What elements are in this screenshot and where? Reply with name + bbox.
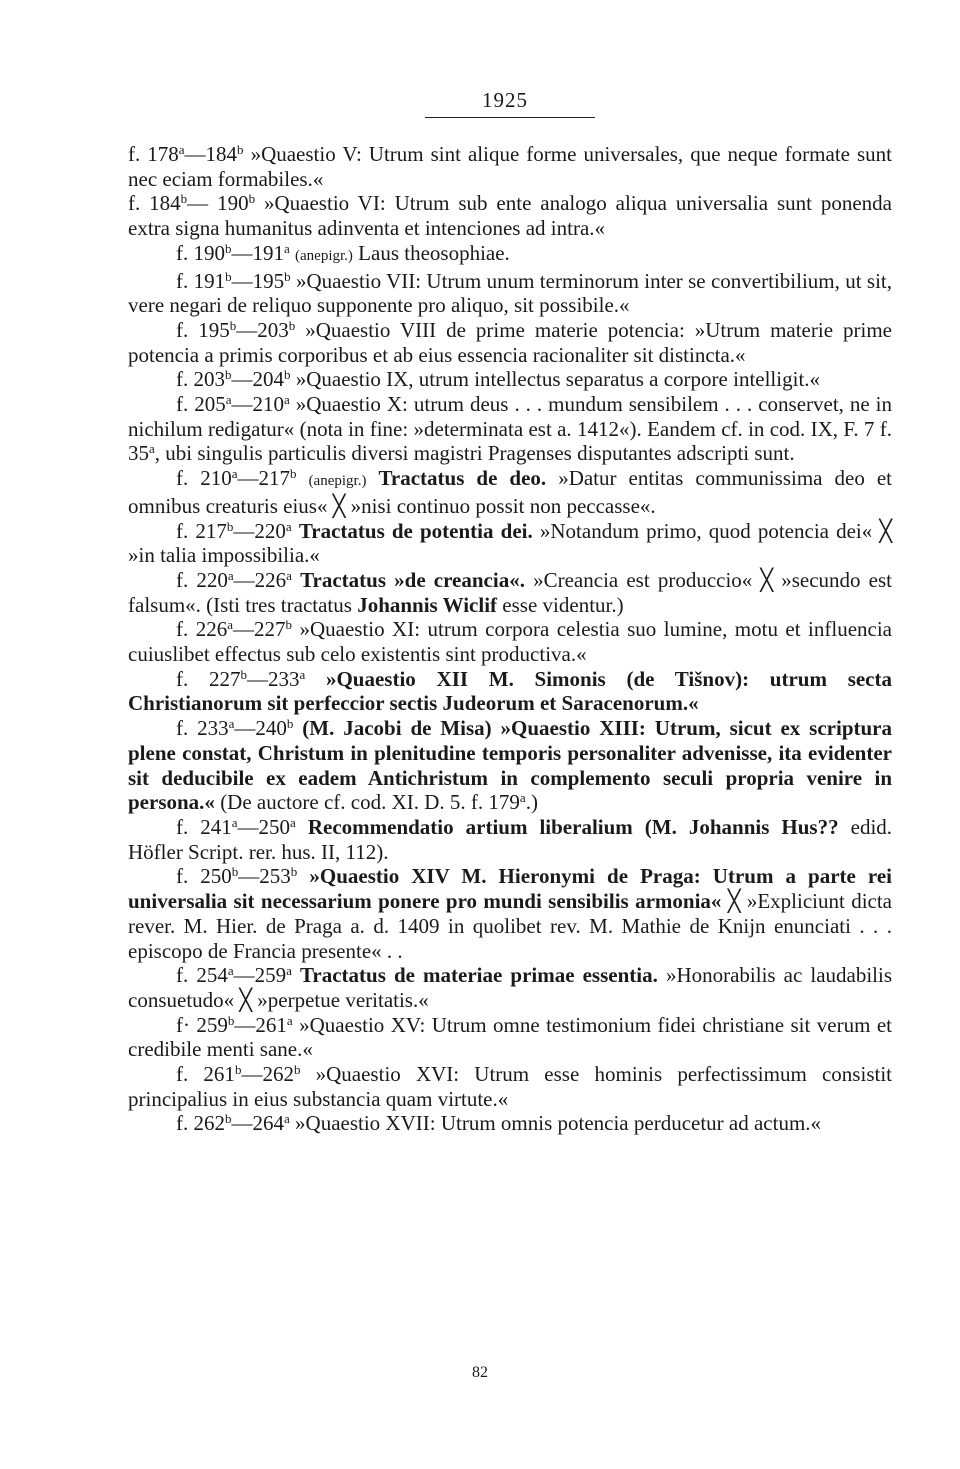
- folio-ref: —203: [236, 317, 289, 342]
- anepigr-note: (anepigr.): [295, 247, 353, 264]
- folio-side: b: [240, 666, 247, 682]
- folio-side: b: [231, 864, 239, 880]
- entry-text: »Quaestio V: Utrum sint alique forme universales, que neque formate sunt nec eciam formabiles.«: [128, 142, 892, 191]
- entry-text: , ubi singulis particulis diversi magistri Pragenses disputantes adscripti sunt.: [154, 441, 795, 466]
- entry-f217: [128, 519, 892, 568]
- folio-side: a: [149, 441, 155, 457]
- entry-text: .): [525, 790, 538, 815]
- entry-text: »Quaestio IX, utrum intellectus separatus a corpore intelligit.«: [295, 367, 821, 392]
- author-name: Johannis Wiclif: [357, 592, 498, 617]
- entry-f262: [128, 1111, 892, 1136]
- folio-side: a: [231, 814, 238, 830]
- entry-text: »Quaestio VIII de prime materie potencia: »Utrum materie prime potencia a primis corporibus et ab eius essencia racionaliter sit distincta.«: [128, 317, 892, 367]
- entry-text: »Quaestio XV: Utrum omne testimonium fidei christiane sit verum et credibile menti sane.«: [128, 1012, 892, 1062]
- page-number: 82: [472, 1364, 488, 1381]
- entry-f226: [128, 617, 892, 666]
- entry-text: esse videntur.): [502, 592, 624, 617]
- folio-side: b: [290, 466, 297, 481]
- page-header-year: 1925: [482, 88, 528, 112]
- entry-text: »Quaestio VI: Utrum sub ente analogo aliqua universalia sunt ponenda extra signa humanitus adinventa et intenciones ad intra.«: [128, 191, 893, 241]
- folio-ref: f. 241: [176, 814, 232, 839]
- entry-f250: [128, 864, 892, 963]
- folio-ref: —233: [246, 666, 300, 691]
- folio-ref: f· 259: [176, 1012, 228, 1037]
- folio-ref: f. 203: [176, 367, 225, 392]
- folio-side: a: [290, 814, 296, 830]
- folio-ref: —191: [231, 240, 284, 265]
- folio-side: a: [228, 716, 235, 732]
- entry-text: »Quaestio X: utrum deus . . . mundum sensibilem . . . conservet, ne in nichilum redigatur« (nota in fine: »determinata est a. 1412«). Eandem cf. in cod. IX, F. 7 f. 35: [128, 392, 893, 466]
- entry-text: (M. Jacobi de Misa) »Quaestio XIII: Utrum, sicut ex scriptura plene constat, Christum in plenitudine temporis personaliter advenisse, ita evidenter sit deducibile ex eadem Antichristum in complemento seculi propria venire in persona.«: [128, 716, 892, 815]
- folio-side: b: [293, 1061, 301, 1077]
- folio-side: b: [248, 191, 256, 207]
- folio-ref: f. 195: [176, 317, 230, 342]
- entry-f205: [128, 392, 892, 466]
- folio-side: b: [286, 716, 294, 732]
- entry-text: Laus theosophiae.: [358, 240, 510, 265]
- folio-ref: f. 226: [176, 617, 228, 642]
- entry-text: »Quaestio XII M. Simonis (de Tišnov): utrum secta Christianorum sit perfeccior sectis Judeorum et Saracenorum.«: [128, 666, 892, 716]
- folio-side: b: [290, 864, 298, 880]
- folio-side: a: [284, 240, 290, 256]
- entry-text: (De auctore cf. cod. XI. D. 5. f. 179: [220, 790, 520, 815]
- entry-text: »Quaestio XIV M. Hieronymi de Praga: Utrum a parte rei universalia sit necessarium ponere pro mundi sensibilis armonia«: [128, 864, 893, 914]
- entry-text: »Quaestio XI: utrum corpora celestia suo lumine, motu et influencia cuiuslibet effectus sub celo existentis sint productiva.«: [128, 617, 893, 667]
- folio-side: b: [229, 317, 237, 333]
- treatise-title: Recommendatio artium liberalium (M. Johannis Hus??: [307, 814, 839, 839]
- folio-side: a: [519, 790, 526, 806]
- entry-text: »Honorabilis ac laudabilis consuetudo« ╳ »perpetue veritatis.«: [128, 963, 893, 1012]
- entry-f261: [128, 1062, 892, 1111]
- folio-side: a: [284, 1111, 290, 1127]
- folio-ref: f. 227: [176, 666, 241, 691]
- treatise-title: Tractatus de deo.: [378, 466, 547, 491]
- folio-side: a: [227, 963, 234, 979]
- entry-f241: [128, 815, 892, 864]
- manuscript-entries: [128, 142, 892, 1136]
- folio-ref: —253: [238, 864, 291, 889]
- folio-side: b: [226, 518, 234, 534]
- entry-text: ╳ »Expliciunt dicta rever. M. Hier. de Praga a. d. 1409 in quolibet rev. M. Mathie de Knijn enunciati . . . episcopo de Francia presente« . .: [128, 889, 893, 963]
- folio-ref: f. 262: [176, 1111, 225, 1136]
- folio-side: b: [225, 1111, 232, 1127]
- folio-ref: —240: [234, 716, 287, 741]
- entry-f233: [128, 716, 892, 815]
- entry-f210: [128, 466, 892, 518]
- entry-text: »Notandum primo, quod potencia dei« ╳ »in talia impossibilia.«: [128, 518, 893, 568]
- folio-side: b: [288, 317, 296, 333]
- entry-f227: [128, 667, 892, 716]
- folio-ref: —250: [237, 814, 291, 839]
- entry-f203: [128, 367, 892, 392]
- entry-text: »Datur entitas communissima deo et omnibus creaturis eius« ╳ »nisi continuo possit non peccasse«.: [128, 466, 892, 518]
- folio-side: a: [286, 567, 292, 583]
- folio-ref: f. 220: [176, 567, 228, 592]
- folio-ref: —259: [233, 963, 287, 988]
- folio-side: b: [180, 191, 188, 207]
- folio-ref: —184: [184, 142, 238, 166]
- entry-text: »Quaestio VII: Utrum unum terminorum inter se convertibilium, ut sit, vere negari de reliquo supponente pro aliquo, sit possibile.«: [128, 268, 893, 318]
- folio-ref: f. 184: [128, 191, 181, 216]
- folio-side: b: [227, 1012, 235, 1028]
- folio-side: b: [225, 240, 232, 256]
- folio-ref: —227: [232, 617, 286, 642]
- folio-ref: f. 205: [176, 392, 226, 417]
- folio-ref: f. 190: [176, 240, 225, 265]
- entry-f220: [128, 568, 892, 617]
- entry-f190: [128, 241, 892, 269]
- folio-ref: —204: [231, 367, 284, 392]
- folio-side: a: [225, 391, 232, 407]
- folio-ref: —262: [241, 1062, 294, 1087]
- folio-ref: —195: [231, 268, 285, 293]
- folio-ref: f. 178: [128, 142, 179, 166]
- entry-text: »Quaestio XVI: Utrum esse hominis perfectissimum consistit principalius in eius substancia quam virtute.«: [128, 1062, 892, 1111]
- folio-side: a: [299, 666, 306, 682]
- folio-ref: —217: [237, 466, 291, 491]
- entry-f184: [128, 191, 892, 240]
- entry-text: »Quaestio XVII: Utrum omnis potencia perducetur ad actum.«: [295, 1111, 822, 1136]
- entry-f254: [128, 963, 892, 1012]
- folio-ref: —264: [231, 1111, 284, 1136]
- folio-side: a: [178, 141, 185, 157]
- folio-ref: f. 233: [176, 716, 229, 741]
- entry-f195: [128, 318, 892, 367]
- folio-ref: —226: [233, 567, 287, 592]
- folio-side: a: [284, 391, 290, 407]
- treatise-title: Tractatus de materiae primae essentia.: [299, 963, 658, 988]
- folio-ref: f. 210: [176, 466, 232, 491]
- folio-ref: —220: [233, 518, 286, 543]
- folio-ref: f. 254: [176, 963, 228, 988]
- folio-side: b: [237, 141, 244, 157]
- folio-ref: f. 261: [176, 1062, 235, 1087]
- folio-side: a: [286, 963, 292, 979]
- entry-f259: [128, 1013, 892, 1062]
- folio-ref: —210: [231, 392, 284, 417]
- treatise-title: Tractatus de potentia dei.: [298, 518, 533, 543]
- folio-side: a: [227, 567, 234, 583]
- folio-ref: f. 250: [176, 864, 232, 889]
- folio-ref: f. 191: [176, 268, 226, 293]
- folio-side: b: [284, 268, 291, 284]
- folio-side: b: [225, 367, 232, 383]
- anepigr-note: (anepigr.): [308, 473, 367, 490]
- folio-side: a: [286, 1012, 293, 1028]
- folio-ref: f. 217: [176, 518, 227, 543]
- folio-side: a: [285, 518, 292, 534]
- folio-side: a: [231, 466, 238, 481]
- folio-side: b: [234, 1061, 242, 1077]
- folio-ref: — 190: [187, 191, 249, 216]
- entry-f191: [128, 269, 892, 318]
- folio-ref: —261: [234, 1012, 287, 1037]
- entry-text: »Creancia est produccio« ╳ »secundo est falsum«. (Isti tres tractatus: [128, 567, 892, 617]
- folio-side: b: [284, 367, 291, 383]
- folio-side: a: [227, 617, 233, 633]
- entry-text: edid. Höfler Script. rer. hus. II, 112).: [128, 814, 893, 864]
- entry-f178: [128, 142, 892, 191]
- treatise-title: Tractatus »de creancia«.: [300, 567, 525, 592]
- folio-side: b: [285, 617, 292, 633]
- header-rule: [425, 117, 595, 118]
- folio-side: b: [225, 268, 232, 284]
